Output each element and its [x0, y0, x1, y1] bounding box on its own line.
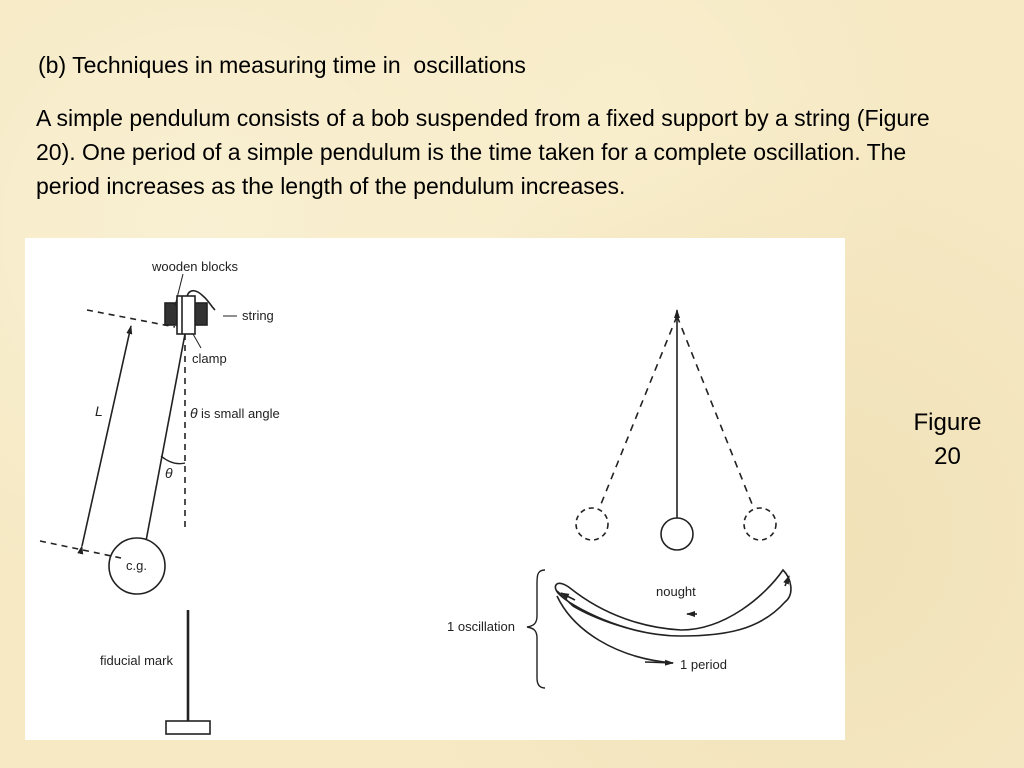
pendulum-figure: [25, 238, 845, 740]
bob-left-position: [576, 508, 608, 540]
length-arrow: [82, 326, 131, 546]
oscillation-brace: [527, 570, 545, 688]
figure-panel: [25, 238, 845, 740]
oscillation-loop: [555, 570, 791, 636]
wooden-block-left: [165, 303, 177, 325]
theta-arc: [161, 456, 185, 464]
label-string: string: [242, 308, 274, 323]
label-fiducial-mark: fiducial mark: [100, 653, 173, 668]
bob-right-position: [744, 508, 776, 540]
label-nought: nought: [656, 584, 696, 599]
right-swing-string: [677, 316, 754, 509]
length-extension-bottom: [40, 541, 121, 558]
slide-paragraph: A simple pendulum consists of a bob suspended from a fixed support by a string (Figure 20). One period of a simple pendulum is the time taken for a complete oscillation. The period increases as the length of the pendulum increases.: [36, 105, 930, 199]
fiducial-mark-base: [166, 721, 210, 734]
wooden-block-right: [195, 303, 207, 325]
pendulum-string: [146, 334, 185, 541]
clamp-leader: [193, 334, 201, 348]
figure-caption: [890, 406, 1005, 474]
left-swing-string: [599, 316, 677, 509]
slide-heading: (b) Techniques in measuring time in oscillations: [38, 52, 526, 78]
right-oscillation-diagram: [527, 310, 791, 688]
clamp-body: [177, 296, 195, 334]
figure-caption-line1: Figure: [913, 409, 982, 436]
label-theta-note: is small angle: [201, 406, 280, 421]
bob-rest-position: [661, 518, 693, 550]
length-extension-top: [87, 310, 175, 327]
label-wooden-blocks: wooden blocks: [152, 259, 238, 274]
label-one-period: 1 period: [680, 657, 727, 672]
label-clamp: clamp: [192, 351, 227, 366]
label-length: L: [95, 403, 103, 419]
label-theta-symbol: θ: [190, 405, 198, 421]
label-cg: c.g.: [126, 558, 147, 573]
figure-caption-line2: 20: [934, 443, 961, 470]
label-theta-angle: θ: [165, 465, 173, 481]
label-one-oscillation: 1 oscillation: [447, 619, 515, 634]
